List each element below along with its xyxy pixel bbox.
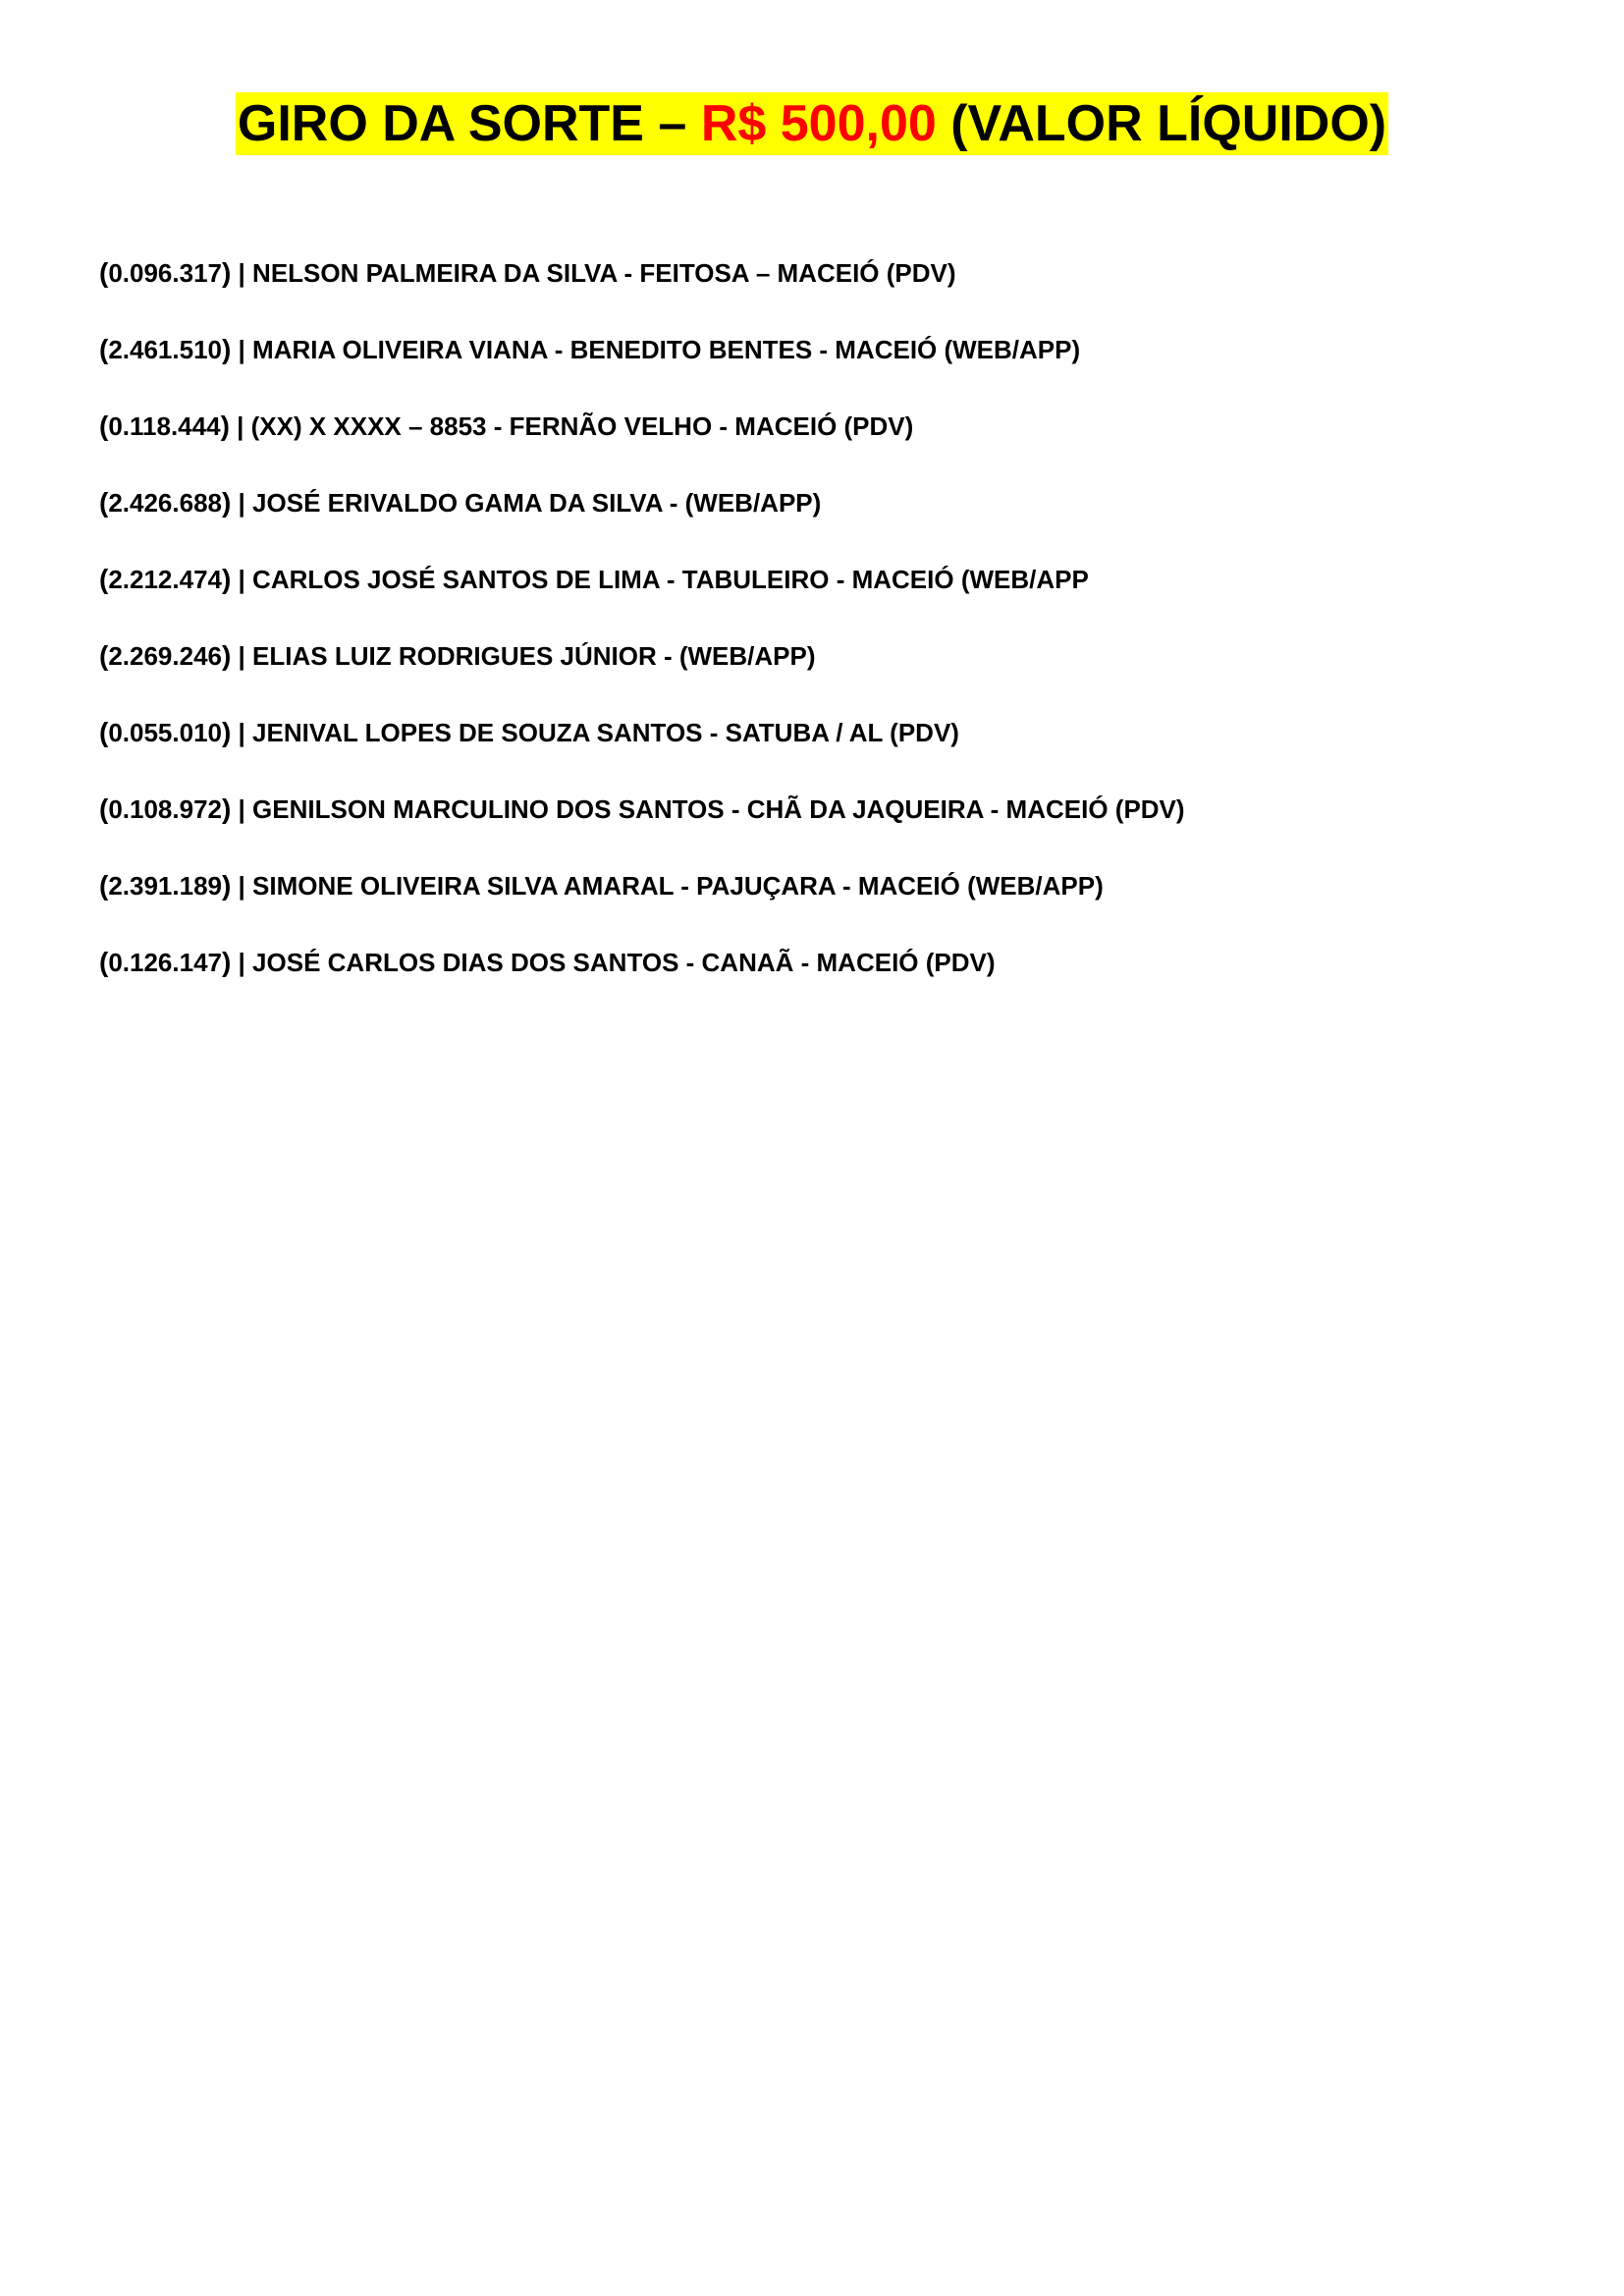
winner-details: | NELSON PALMEIRA DA SILVA - FEITOSA – MACEIÓ (PDV) [231,258,956,288]
close-paren: ) [222,717,232,747]
open-paren: ( [99,947,109,977]
ticket-code: 0.108.972 [108,794,222,824]
close-paren: ) [222,870,232,901]
close-paren: ) [222,334,232,364]
list-item [99,947,1572,978]
list-item [99,870,1572,902]
close-paren: ) [222,257,232,288]
list-item [99,487,1572,519]
list-item [99,410,1572,442]
open-paren: ( [99,334,109,364]
close-paren: ) [222,487,232,518]
winner-details: | ELIAS LUIZ RODRIGUES JÚNIOR - (WEB/APP) [231,641,816,671]
ticket-code: 0.096.317 [108,258,222,288]
winner-details: | (XX) X XXXX – 8853 - FERNÃO VELHO - MACEIÓ (PDV) [229,411,914,441]
close-paren: ) [222,793,232,824]
open-paren: ( [99,564,109,594]
ticket-code: 0.055.010 [108,718,222,747]
open-paren: ( [99,793,109,824]
winners-list [99,257,1572,1023]
ticket-code: 2.426.688 [108,488,222,518]
winner-details: | GENILSON MARCULINO DOS SANTOS - CHÃ DA JAQUEIRA - MACEIÓ (PDV) [231,794,1185,824]
list-item [99,334,1572,365]
open-paren: ( [99,640,109,671]
winner-details: | SIMONE OLIVEIRA SILVA AMARAL - PAJUÇARA - MACEIÓ (WEB/APP) [231,871,1104,901]
close-paren: ) [222,564,232,594]
winner-details: | MARIA OLIVEIRA VIANA - BENEDITO BENTES - MACEIÓ (WEB/APP) [231,335,1081,364]
open-paren: ( [99,257,109,288]
close-paren: ) [222,947,232,977]
title-suffix: (VALOR LÍQUIDO) [936,95,1387,152]
close-paren: ) [220,410,230,441]
open-paren: ( [99,717,109,747]
title-prefix: GIRO DA SORTE – [237,95,701,152]
winner-details: | JENIVAL LOPES DE SOUZA SANTOS - SATUBA / AL (PDV) [231,718,959,747]
open-paren: ( [99,487,109,518]
ticket-code: 2.269.246 [108,641,222,671]
winner-details: | CARLOS JOSÉ SANTOS DE LIMA - TABULEIRO - MACEIÓ (WEB/APP [231,565,1089,594]
list-item [99,640,1572,672]
ticket-code: 2.391.189 [108,871,222,901]
page-title [236,92,1388,155]
winner-details: | JOSÉ CARLOS DIAS DOS SANTOS - CANAÃ - MACEIÓ (PDV) [231,948,996,977]
ticket-code: 2.212.474 [108,565,222,594]
ticket-code: 0.118.444 [108,411,221,441]
list-item [99,793,1572,825]
close-paren: ) [222,640,232,671]
ticket-code: 0.126.147 [108,948,222,977]
title-wrapper [0,92,1624,155]
open-paren: ( [99,410,109,441]
winner-details: | JOSÉ ERIVALDO GAMA DA SILVA - (WEB/APP) [231,488,822,518]
list-item [99,257,1572,289]
open-paren: ( [99,870,109,901]
list-item [99,717,1572,748]
ticket-code: 2.461.510 [108,335,222,364]
list-item [99,564,1572,595]
title-amount: R$ 500,00 [700,95,937,152]
